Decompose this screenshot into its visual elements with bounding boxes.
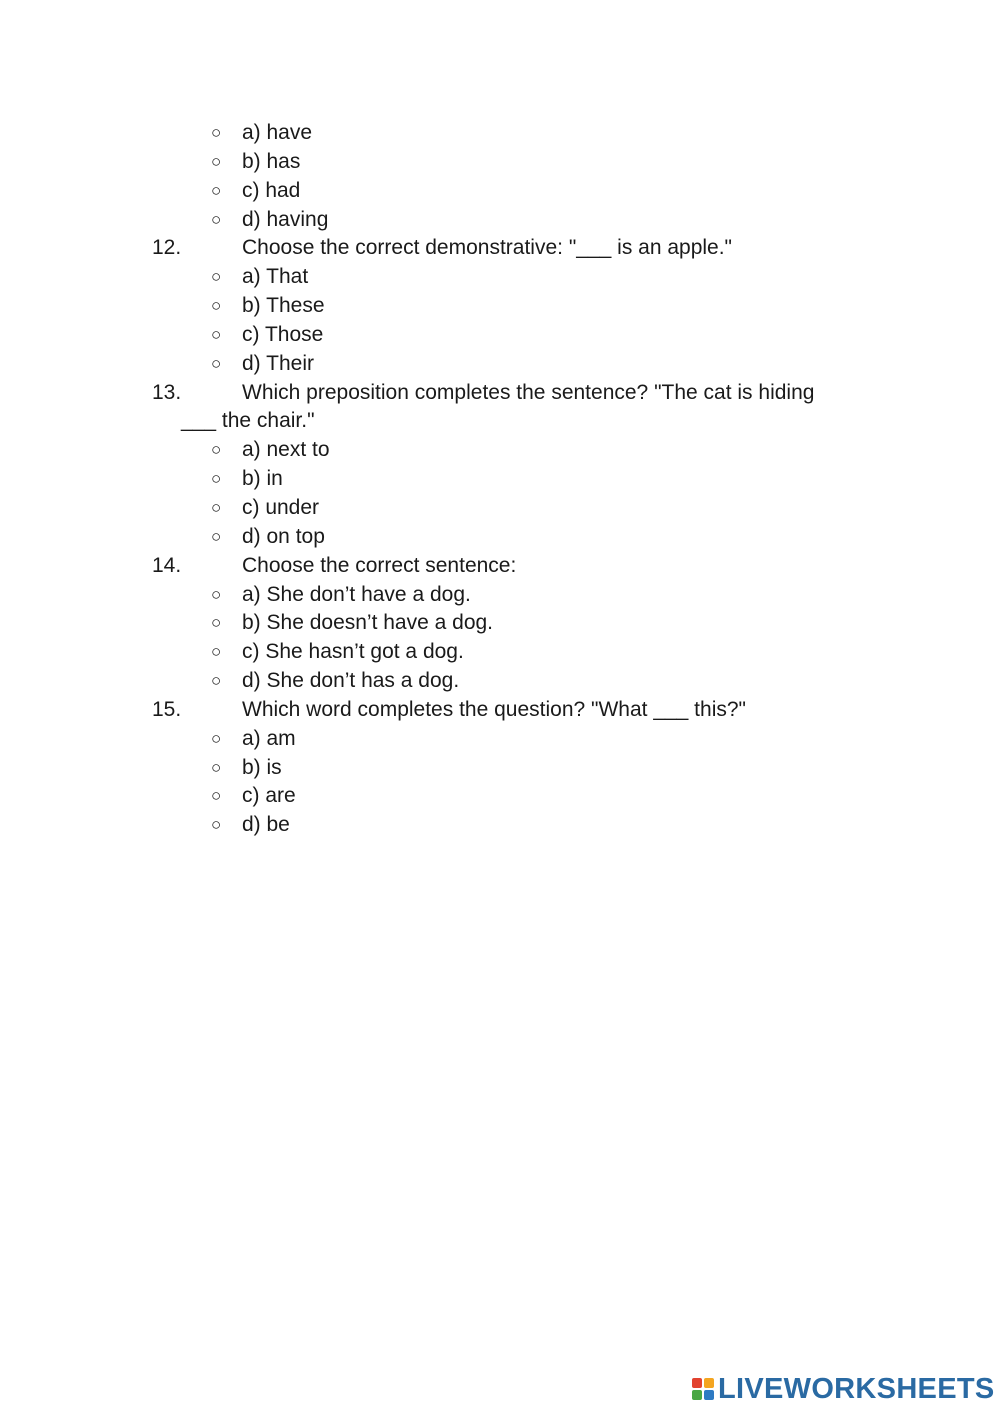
answer-option-text: b) in: [242, 467, 283, 491]
brand-name: LIVEWORKSHEETS: [718, 1372, 995, 1405]
circle-bullet-icon: ○: [211, 584, 222, 604]
answer-option-text: c) had: [242, 178, 301, 202]
answer-option: [0, 609, 1000, 638]
answer-option: [0, 292, 1000, 321]
answer-option-text: d) She don’t has a dog.: [242, 669, 460, 693]
answer-option-text: b) is: [242, 755, 282, 779]
answer-option-text: b) She doesn’t have a dog.: [242, 611, 494, 635]
circle-bullet-icon: ○: [211, 671, 222, 691]
liveworksheets-logo: [692, 1372, 995, 1406]
answer-option: [0, 581, 1000, 610]
circle-bullet-icon: ○: [211, 209, 222, 229]
answer-option: [0, 638, 1000, 667]
answer-option: [0, 148, 1000, 177]
answer-option-text: b) has: [242, 149, 301, 173]
answer-option: [0, 436, 1000, 465]
question-text: Which word completes the question? "What ___ this?": [242, 697, 746, 721]
question: [0, 234, 1000, 263]
answer-option-text: a) next to: [242, 438, 330, 462]
answer-option-text: a) That: [242, 265, 309, 289]
circle-bullet-icon: ○: [211, 267, 222, 287]
question-text: Which preposition completes the sentence? "The cat is hiding: [242, 380, 815, 404]
answer-option-text: d) Their: [242, 351, 314, 375]
answer-option: [0, 206, 1000, 235]
answer-option: [0, 782, 1000, 811]
answer-option: [0, 119, 1000, 148]
answer-option-text: d) having: [242, 207, 329, 231]
logo-square-v: [692, 1390, 702, 1400]
answer-option: [0, 177, 1000, 206]
circle-bullet-icon: ○: [211, 469, 222, 489]
question-number: 12.: [152, 236, 182, 260]
circle-bullet-icon: ○: [211, 497, 222, 517]
circle-bullet-icon: ○: [211, 786, 222, 806]
answer-option-text: c) She hasn’t got a dog.: [242, 640, 464, 664]
answer-option: [0, 494, 1000, 523]
question-number: 15.: [152, 697, 182, 721]
answer-option-text: b) These: [242, 294, 325, 318]
circle-bullet-icon: ○: [211, 123, 222, 142]
circle-bullet-icon: ○: [211, 296, 222, 316]
question-text: ___ the chair.": [181, 409, 315, 433]
question-text: Choose the correct demonstrative: "___ is an apple.": [242, 236, 733, 260]
answer-option: [0, 263, 1000, 292]
question-number: 14.: [152, 553, 182, 577]
answer-option-text: d) be: [242, 813, 290, 837]
answer-option-text: d) on top: [242, 524, 325, 548]
circle-bullet-icon: ○: [211, 324, 222, 344]
circle-bullet-icon: ○: [211, 440, 222, 460]
circle-bullet-icon: ○: [211, 353, 222, 373]
answer-option-text: c) under: [242, 495, 320, 519]
question: [0, 696, 1000, 725]
question: [0, 379, 1000, 408]
logo-square-l: [692, 1378, 702, 1388]
circle-bullet-icon: ○: [211, 815, 222, 835]
answer-option: [0, 811, 1000, 840]
circle-bullet-icon: ○: [211, 526, 222, 546]
circle-bullet-icon: ○: [211, 151, 222, 171]
answer-option-text: a) She don’t have a dog.: [242, 582, 471, 606]
answer-option: [0, 725, 1000, 754]
circle-bullet-icon: ○: [211, 728, 222, 748]
circle-bullet-icon: ○: [211, 613, 222, 633]
answer-option: [0, 465, 1000, 494]
answer-option-text: a) am: [242, 726, 296, 750]
question-text-continuation: [0, 407, 1000, 436]
answer-option: [0, 350, 1000, 379]
answer-option-text: c) Those: [242, 322, 324, 346]
logo-square-i: [704, 1378, 714, 1388]
circle-bullet-icon: ○: [211, 757, 222, 777]
circle-bullet-icon: ○: [211, 180, 222, 200]
question: [0, 552, 1000, 581]
logo-square-e: [704, 1390, 714, 1400]
answer-option-text: c) are: [242, 784, 296, 808]
answer-option: [0, 667, 1000, 696]
answer-option-text: a) have: [242, 121, 313, 144]
question-text: Choose the correct sentence:: [242, 553, 517, 577]
worksheet-content: [0, 119, 1000, 840]
answer-option: [0, 321, 1000, 350]
question-number: 13.: [152, 380, 182, 404]
answer-option: [0, 523, 1000, 552]
liveworksheets-icon: [692, 1378, 714, 1400]
circle-bullet-icon: ○: [211, 642, 222, 662]
answer-option: [0, 754, 1000, 783]
